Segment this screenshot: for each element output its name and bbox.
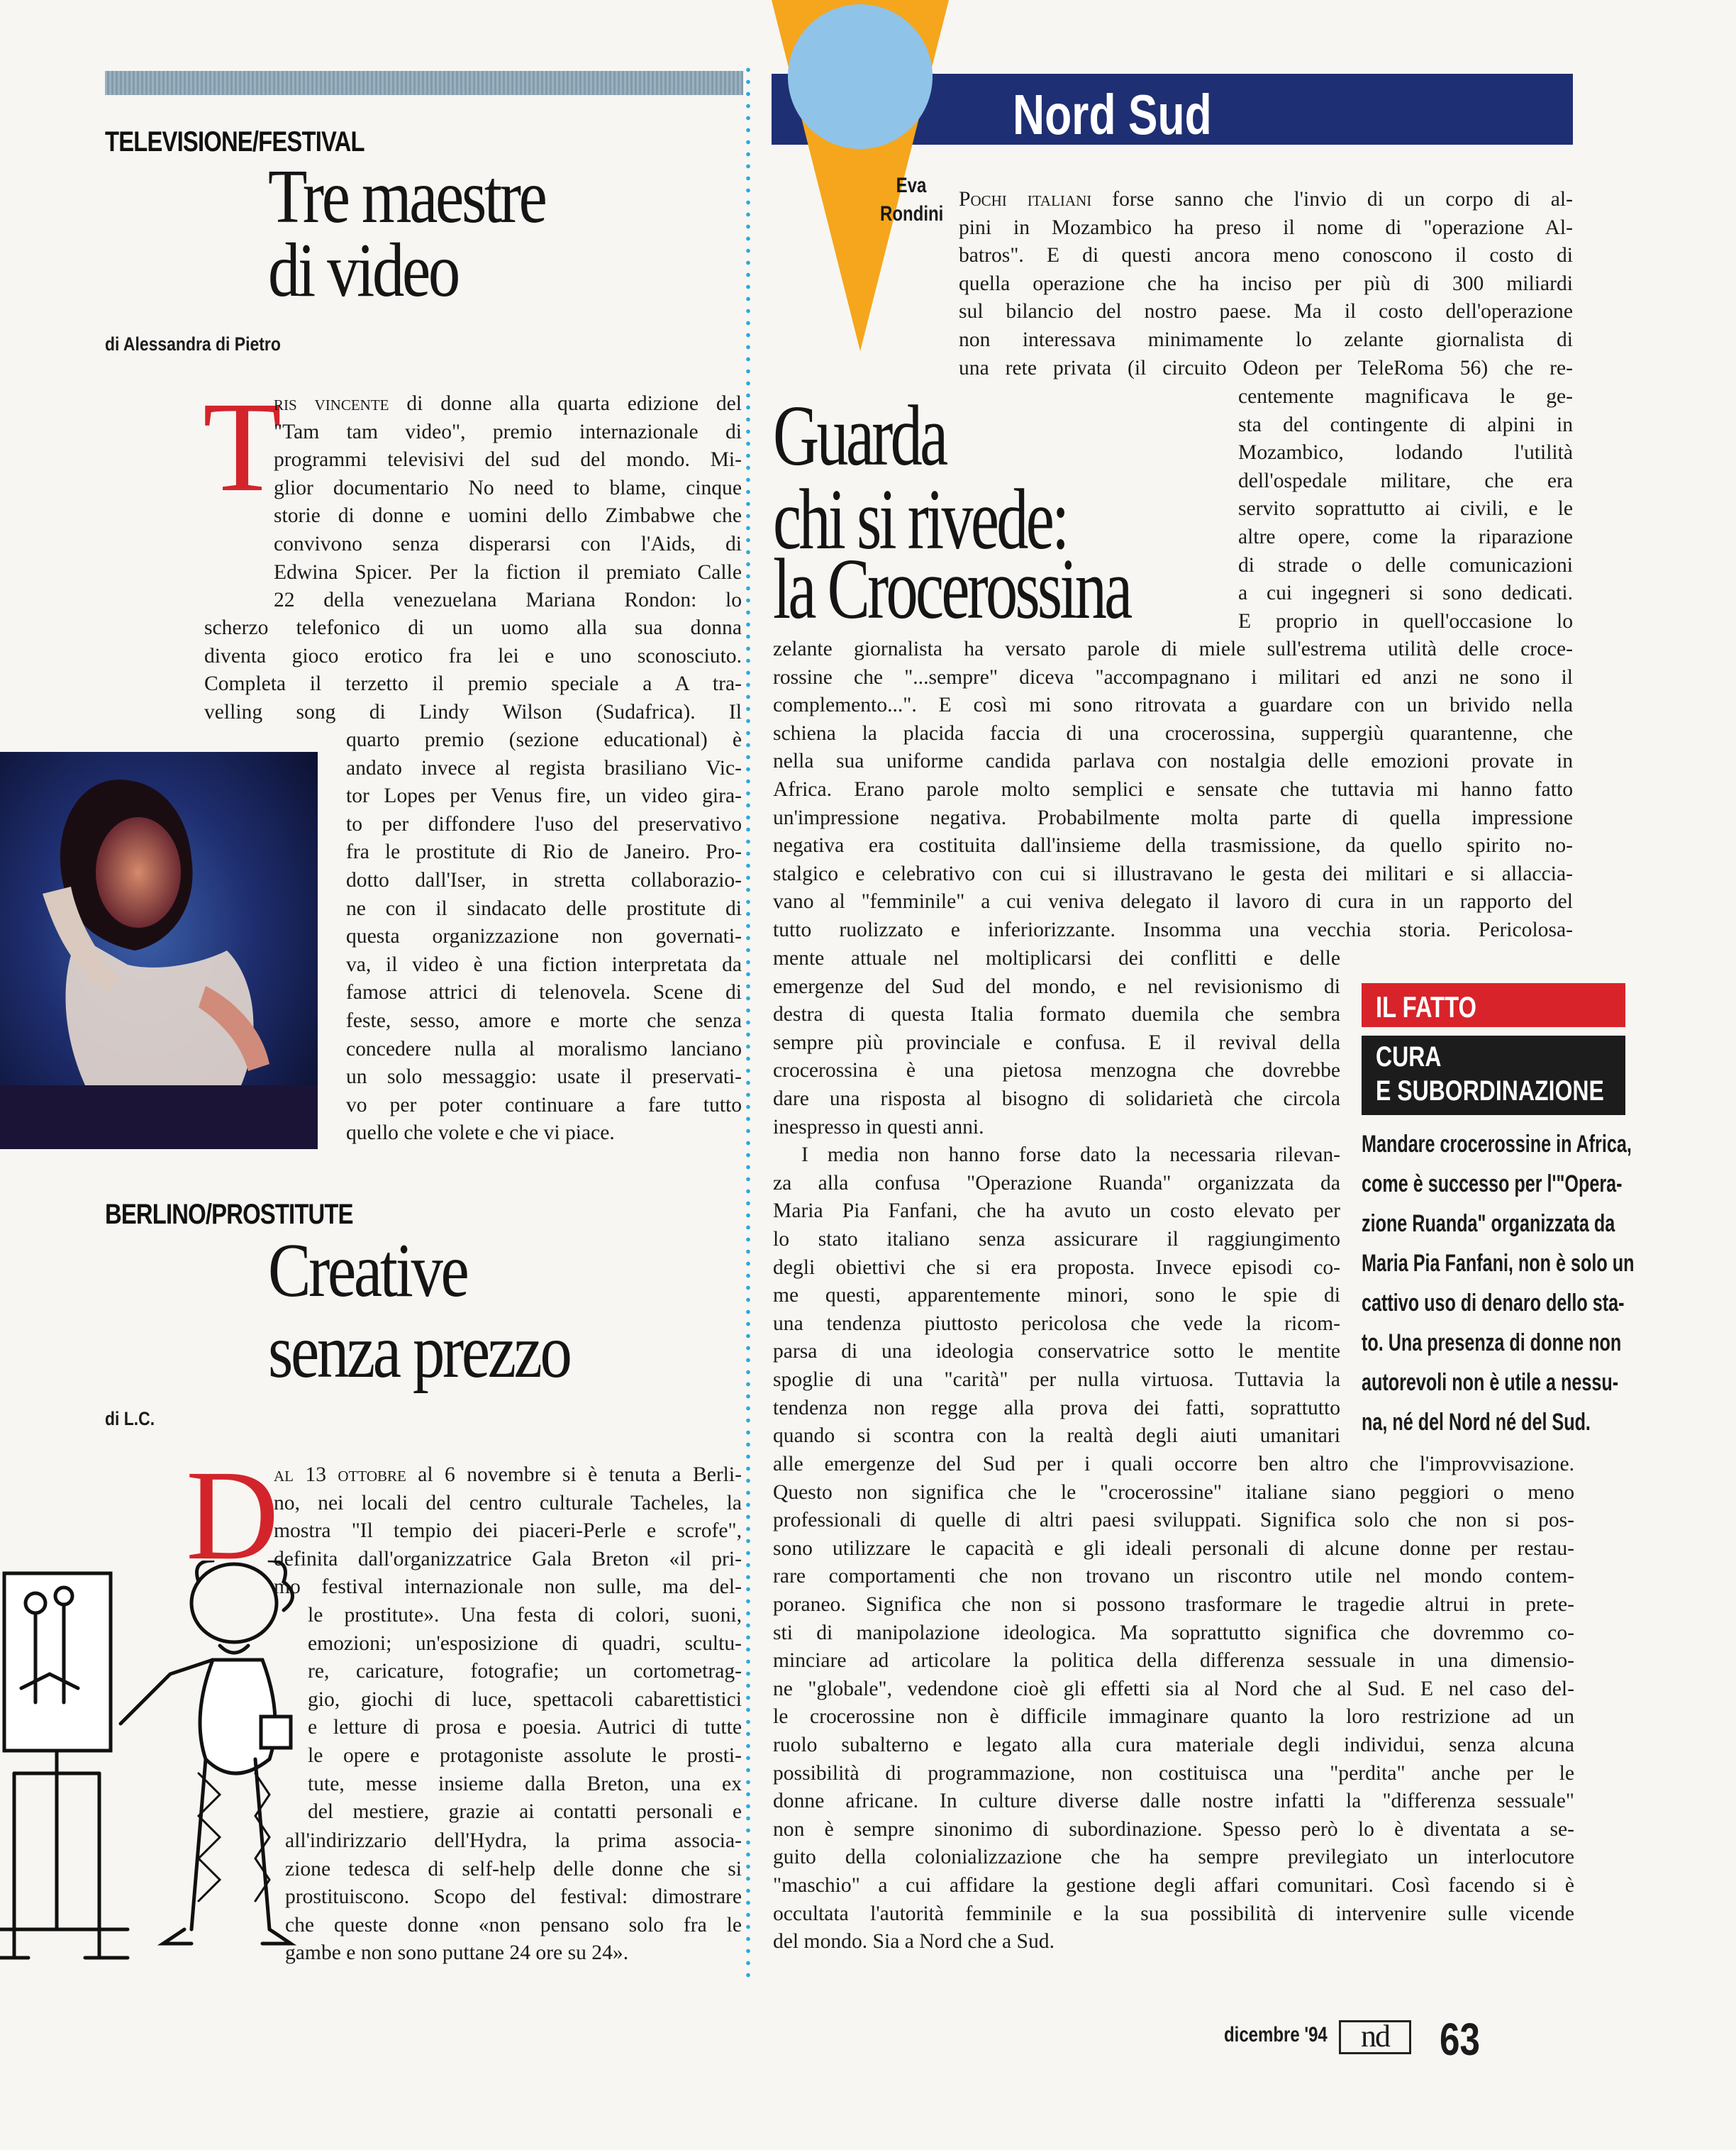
main-body-full-1: [773, 636, 1573, 945]
text-line: Completa il terzetto il premio speciale a A tra-: [204, 672, 742, 696]
text-line: to per diffondere l'uso del preservativo: [346, 812, 742, 836]
dropcap-d: D: [186, 1444, 279, 1587]
text-line: altre opere, come la riparazione: [1238, 525, 1573, 548]
text-line: va, il video è una fiction interpretata da: [346, 953, 742, 976]
text-line: prostituiscono. Scopo del festival: dimostrare: [285, 1885, 742, 1909]
article-headline-tv-line1: Tre maestre: [268, 155, 545, 239]
main-body-narrow: [773, 945, 1340, 1451]
text-line: definita dall'organizzatrice Gala Breton «il pri-: [274, 1547, 742, 1570]
sidebar-body-4: Maria Pia Fanfani, non è solo un: [1362, 1250, 1635, 1277]
sidebar-title-line1: CURA: [1376, 1041, 1442, 1073]
text-line: dell'ospedale militare, che era: [1238, 469, 1573, 492]
text-line: minciare ad articolare la politica della differenza sessuale in una dimensio-: [773, 1649, 1574, 1673]
article-byline-berlin: [105, 1408, 155, 1430]
text-line: a cui ingegneri si sono dedicati.: [1238, 582, 1573, 605]
text-line: crocerossina è una pietosa menzogna che dovrebbe: [773, 1059, 1340, 1082]
article-body-berlin-part3: [285, 1827, 742, 1968]
text-line: quarto premio (sezione educational) è: [346, 728, 742, 751]
sidebar-body-8: na, né del Nord né del Sud.: [1362, 1409, 1591, 1436]
main-body-intro: [959, 186, 1573, 382]
article-body-berlin-part2: [308, 1602, 742, 1827]
main-body-full-2: [773, 1451, 1574, 1956]
text-line: parsa di una ideologia conservatrice sotto le mentite: [773, 1340, 1340, 1363]
text-line: Mozambico, lodando l'utilità: [1238, 441, 1573, 465]
text-line: nella sua uniforme candida parlava con nostalgia delle emozioni provate in: [773, 750, 1573, 773]
text-line: occultata l'autorità femminile e la sua possibilità di intervenire sulle vicende: [773, 1902, 1574, 1925]
text-line: "maschio" a cui affidare la gestione degli affari comunitari. Così facendo si è: [773, 1873, 1574, 1897]
byline-author: Alessandra di Pietro: [123, 333, 281, 355]
text-line: negativa era costituita dall'insieme della trasmissione, da quello spirito no-: [773, 834, 1573, 858]
sidebar-title-line2: E SUBORDINAZIONE: [1376, 1075, 1604, 1107]
article-body-berlin-part1: [274, 1461, 742, 1602]
sidebar-label-box: [1362, 983, 1625, 1027]
text-line: ne con il sindacato delle prostitute di: [346, 897, 742, 920]
sidebar-body-6: to. Una presenza di donne non: [1362, 1329, 1622, 1356]
text-line: quando si scontra con la realtà degli aiuti umanitari: [773, 1424, 1340, 1448]
text-line: mo festival internazionale non sulle, ma del-: [274, 1575, 742, 1599]
text-line: glior documentario No need to blame, cinque: [274, 476, 742, 499]
text-line: destra di questa Italia formato duemila che sembra: [773, 1003, 1340, 1026]
text-line: schiena la placida faccia di una crocerossina, suppergiù quarantenne, che: [773, 721, 1573, 745]
text-line: al 13 ottobre al 6 novembre si è tenuta a Berli-: [274, 1463, 742, 1486]
text-line: dare una risposta al bisogno di solidarietà che circola: [773, 1087, 1340, 1110]
page-number: 63: [1440, 2014, 1480, 2065]
text-line: ris vincente di donne alla quarta edizione del: [274, 392, 742, 415]
sidebar-label: IL FATTO: [1376, 990, 1476, 1024]
text-line: tendenza non regge alla prova dei fatti, soprattutto: [773, 1396, 1340, 1419]
text-line: una rete privata (il circuito Odeon per TeleRoma 56) che re-: [959, 356, 1573, 379]
author-first-name: Eva: [896, 174, 927, 197]
text-line: pini in Mozambico ha preso il nome di "operazione Al-: [959, 216, 1573, 239]
sidebar-body-1: Mandare crocerossine in Africa,: [1362, 1131, 1632, 1158]
text-line: Pochi italiani forse sanno che l'invio di un corpo di al-: [959, 188, 1574, 211]
article-headline-berlin-line1: Creative: [268, 1229, 467, 1313]
text-line: centemente magnificava le ge-: [1238, 385, 1573, 408]
text-line: tutto ruolizzato e inferiorizzante. Insomma una vecchia storia. Pericolosa-: [773, 918, 1573, 941]
byline-author: L.C.: [123, 1408, 155, 1429]
text-line: feste, sesso, amore e morte che senza: [346, 1009, 742, 1032]
text-line: del mestiere, grazie ai contatti personali e: [308, 1800, 742, 1824]
text-line: complemento...". E così mi sono ritrovata a guardare con un brivido nella: [773, 694, 1573, 717]
text-line: sta del contingente di alpini in: [1238, 413, 1573, 436]
text-line: I media non hanno forse dato la necessaria rilevan-: [801, 1143, 1340, 1167]
text-line: mente attuale nel moltiplicarsi dei conflitti e delle: [773, 947, 1340, 970]
text-line: Edwina Spicer. Per la fiction il premiato Calle: [274, 560, 742, 584]
text-line: sempre più provinciale e confusa. E il revival della: [773, 1031, 1340, 1054]
article-headline-berlin-line2: senza prezzo: [268, 1309, 570, 1394]
text-line: donne africane. In culture diverse dalle nostre infatti la "differenza sessuale": [773, 1790, 1574, 1813]
sidebar-body-7: autorevoli non è utile a nessu-: [1362, 1369, 1619, 1396]
text-line: Questo non significa che le "crocerossine" italiane siano peggiori o meno: [773, 1480, 1574, 1504]
text-line: che queste donne «non pensano solo fra le: [285, 1913, 742, 1936]
text-line: scherzo telefonico di un uomo alla sua donna: [204, 616, 742, 639]
sidebar-body-2: come è successo per l'"Opera-: [1362, 1170, 1623, 1197]
text-line: le opere e protagoniste assolute le prosti-: [308, 1744, 742, 1767]
text-line: dotto dall'Iser, in stretta collaborazio-: [346, 868, 742, 892]
issue-date: dicembre '94: [1224, 2023, 1328, 2046]
section-top-bar: [105, 71, 743, 95]
text-line: sti di manipolazione ideologica. Ma soprattutto significa che dovremmo co-: [773, 1621, 1574, 1644]
column-divider: [746, 64, 750, 1979]
text-line: alle emergenze del Sud per i quali occorre ben altro che l'improvvisazione.: [773, 1453, 1574, 1475]
text-line: ruolo subalterno e legato alla cura materiale degli individui, senza alcuna: [773, 1733, 1574, 1756]
article-author: [880, 172, 942, 228]
text-line: gambe e non sono puttane 24 ore su 24».: [285, 1941, 629, 1965]
text-line: rossine che "...sempre" diceva "accompagnano i militari ed anzi ne sono il: [773, 665, 1573, 689]
text-line: Maria Pia Fanfani, che ha avuto un costo elevato per: [773, 1199, 1340, 1223]
article-kicker-tv: TELEVISIONE/FESTIVAL: [105, 126, 365, 157]
text-line: za alla confusa "Operazione Ruanda" organizzata da: [773, 1171, 1340, 1195]
dropcap-t: T: [203, 376, 282, 519]
text-line: storie di donne e uomini dello Zimbabwe che: [274, 504, 742, 528]
text-line: guito della colonializzazione che ha sempre previlegiato un interlocutore: [773, 1846, 1574, 1869]
text-line: poraneo. Significa che non si possono trasformare le tragedie altrui in prete-: [773, 1592, 1574, 1616]
text-line: no, nei locali del centro culturale Tacheles, la: [274, 1491, 742, 1514]
article-headline-tv-line2: di video: [268, 228, 458, 313]
text-line: del mondo. Sia a Nord che a Sud.: [773, 1930, 1055, 1954]
text-line: le crocerossine non è difficile immaginare quanto la loro restrizione ad un: [773, 1705, 1574, 1729]
text-line: degli obiettivi che si era proposta. Invece episodi co-: [773, 1256, 1340, 1279]
text-line: rare comportamenti che non trovano un riscontro utile nel mondo contem-: [773, 1565, 1574, 1588]
text-line: un solo messaggio: usate il preservati-: [346, 1065, 742, 1089]
article-body-tv-part3: [346, 726, 742, 1148]
main-headline-line2: chi si rivede:: [773, 472, 1067, 567]
text-line: di strade o delle comunicazioni: [1238, 553, 1573, 577]
text-line: vano al "femminile" a cui veniva delegato il lavoro di cura in un rapporto del: [773, 890, 1573, 914]
magazine-logo: nd: [1339, 2020, 1411, 2054]
text-line: "Tam tam video", premio internazionale di: [274, 420, 742, 443]
text-line: quello che volete e che vi piace.: [346, 1121, 615, 1145]
text-line: ne "globale", vedendone cioè gli effetti sia al Nord che al Sud. E nel caso del-: [773, 1677, 1574, 1700]
text-line: Africa. Erano parole molto semplici e sensate che tuttavia mi hanno fatto: [773, 777, 1573, 801]
easel-illustration: [0, 1561, 333, 2004]
text-line: inespresso in questi anni.: [773, 1115, 984, 1138]
text-line: quella operazione che ha inciso per più di 300 miliardi: [959, 272, 1573, 295]
byline-prefix: di: [105, 1408, 120, 1429]
text-line: concedere nulla al moralismo lanciano: [346, 1037, 742, 1060]
text-line: E proprio in quell'occasione lo: [1238, 609, 1573, 633]
main-headline-line1: Guarda: [773, 388, 946, 484]
main-body-beside-headline: [1238, 383, 1573, 636]
text-line: batros". E di questi ancora meno conoscono il costo di: [959, 244, 1573, 267]
text-line: programmi televisivi del sud del mondo. Mi-: [274, 448, 742, 472]
text-line: mostra "Il tempio dei piaceri-Perle e scrofe",: [274, 1519, 742, 1543]
text-line: non è sempre sinonimo di subordinazione. Spesso però lo è diventata a se-: [773, 1817, 1574, 1841]
article-body-tv-part2: [204, 614, 742, 726]
byline-prefix: di: [105, 333, 120, 355]
text-line: convivono senza disperarsi con l'Aids, di: [274, 532, 742, 555]
text-line: diventa gioco erotico fra lei e uno sconosciuto.: [204, 644, 742, 667]
text-line: sul bilancio del nostro paese. Ma il costo dell'operazione: [959, 300, 1573, 323]
text-line: vo per poter continuare a fare tutto: [346, 1093, 742, 1116]
text-line: re, caricature, fotografie; un cortometrag-: [308, 1660, 742, 1683]
text-line: gio, giochi di luce, spettacoli cabarettistici: [308, 1688, 742, 1711]
article-byline-tv: [105, 333, 281, 355]
text-line: tor Lopes per Venus fire, un video gira-: [346, 785, 742, 808]
text-line: fra le prostitute di Rio de Janeiro. Pro-: [346, 841, 742, 864]
woman-photo: [0, 752, 318, 1149]
text-line: non interessava minimamente lo zelante giornalista di: [959, 328, 1573, 351]
text-line: lo stato italiano senza assicurare il raggiungimento: [773, 1227, 1340, 1251]
text-line: sono utilizzare le capacità e gli ideali personali di alcune donne per restau-: [773, 1536, 1574, 1560]
text-line: le prostitute». Una festa di colori, suoni,: [308, 1604, 742, 1627]
text-line: professionali di quelle di altri paesi sviluppati. Significa solo che non si pos-: [773, 1509, 1574, 1532]
text-line: emergenze del Sud del mondo, e nel revisionismo di: [773, 975, 1340, 998]
text-line: tute, messe insieme dalla Breton, una ex: [308, 1772, 742, 1795]
article-body-tv-part1: [274, 390, 742, 615]
text-line: servito soprattutto ai civili, e le: [1238, 497, 1573, 521]
text-line: zione tedesca di self-help delle donne che si: [285, 1857, 742, 1880]
text-line: andato invece al regista brasiliano Vic-: [346, 756, 742, 780]
text-line: velling song di Lindy Wilson (Sudafrica). Il: [204, 700, 742, 724]
text-line: all'indirizzario dell'Hydra, la prima associa-: [285, 1829, 742, 1852]
sidebar-body-3: zione Ruanda" organizzata da: [1362, 1210, 1615, 1237]
text-line: possibilità di programmazione, non costituisca una "perdita" anche per le: [773, 1761, 1574, 1785]
main-headline-line3: la Crocerossina: [773, 541, 1130, 637]
article-kicker-berlin: BERLINO/PROSTITUTE: [105, 1199, 353, 1230]
text-line: spoglie di una "carità" per nulla virtuosa. Tuttavia la: [773, 1368, 1340, 1391]
section-title: Nord Sud: [1013, 83, 1212, 146]
text-line: emozioni; un'esposizione di quadri, scultu-: [308, 1631, 742, 1655]
text-line: me questi, apparentemente minori, sono le spie di: [773, 1284, 1340, 1307]
text-line: stalgico e celebrativo con cui si illustravano le gesta dei militari e si allaccia-: [773, 862, 1573, 885]
text-line: una tendenza piuttosto pericolosa che vede la ricom-: [773, 1312, 1340, 1335]
text-line: questa organizzazione non governati-: [346, 925, 742, 948]
text-line: zelante giornalista ha versato parole di miele sull'estrema utilità delle croce-: [773, 638, 1573, 660]
text-line: e letture di prosa e poesia. Autrici di tutte: [308, 1716, 742, 1739]
author-last-name: Rondini: [880, 202, 944, 226]
sidebar-body-5: cattivo uso di denaro dello sta-: [1362, 1290, 1625, 1317]
text-line: famose attrici di telenovela. Scene di: [346, 981, 742, 1004]
text-line: 22 della venezuelana Mariana Rondon: lo: [274, 589, 742, 612]
text-line: un'impressione negativa. Probabilmente molta parte di quella impressione: [773, 806, 1573, 829]
sidebar-title-box: [1362, 1036, 1625, 1115]
